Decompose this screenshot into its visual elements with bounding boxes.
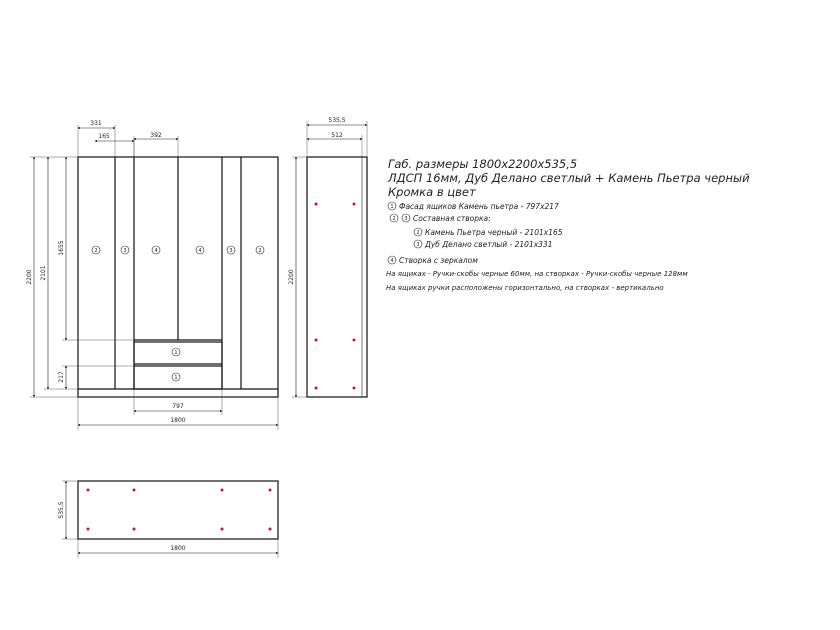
fastener-dot xyxy=(87,489,90,492)
fastener-dot xyxy=(269,528,272,531)
svg-text:2200: 2200 xyxy=(288,269,295,285)
drawer-marker xyxy=(172,373,180,381)
note-item-4 xyxy=(388,256,478,265)
spec-notes xyxy=(386,157,750,292)
svg-text:1: 1 xyxy=(390,204,394,210)
fastener-dot xyxy=(353,339,356,342)
dimension-535-5-top xyxy=(58,481,78,539)
door-marker xyxy=(121,246,129,254)
front-view xyxy=(26,120,278,430)
svg-text:2: 2 xyxy=(94,248,98,254)
note-handles-2: На ящиках ручки расположены горизонтально, на створках - вертикально xyxy=(386,284,664,292)
door-marker xyxy=(92,246,100,254)
dimension-2101 xyxy=(40,157,78,389)
note-handles-1: На ящиках - Ручки-скобы черные 60мм, на створках - Ручки-скобы черные 128мм xyxy=(386,270,688,278)
svg-text:3: 3 xyxy=(229,248,233,254)
door-marker xyxy=(227,246,235,254)
dimension-217 xyxy=(58,366,134,389)
door-marker xyxy=(196,246,204,254)
svg-text:392: 392 xyxy=(150,132,162,139)
door-marker xyxy=(256,246,264,254)
svg-text:2: 2 xyxy=(416,230,420,236)
fastener-dot xyxy=(353,387,356,390)
svg-text:4: 4 xyxy=(390,258,394,264)
svg-text:535,5: 535,5 xyxy=(58,501,65,519)
drawer-front xyxy=(134,366,222,389)
svg-text:2: 2 xyxy=(392,216,396,222)
svg-text:4: 4 xyxy=(154,248,158,254)
svg-text:2: 2 xyxy=(258,248,262,254)
drawer-marker xyxy=(172,348,180,356)
svg-text:3: 3 xyxy=(123,248,127,254)
fastener-dot xyxy=(87,528,90,531)
fastener-dot xyxy=(269,489,272,492)
fastener-dot xyxy=(133,528,136,531)
svg-text:Фасад ящиков Камень пьетра -: Фасад ящиков Камень пьетра - 797х217 xyxy=(399,202,559,211)
note-dimensions: Габ. размеры 1800х2200х535,5 xyxy=(388,157,578,171)
svg-text:797: 797 xyxy=(172,403,184,410)
svg-text:1655: 1655 xyxy=(58,240,65,256)
fastener-dot xyxy=(315,203,318,206)
fastener-dot xyxy=(221,528,224,531)
fastener-dot xyxy=(353,203,356,206)
dimension-392 xyxy=(134,132,178,157)
svg-text:165: 165 xyxy=(98,133,110,140)
dimension-1800-front xyxy=(78,397,278,430)
svg-text:535,5: 535,5 xyxy=(328,117,346,124)
dimension-1800-top xyxy=(78,539,278,558)
svg-text:2200: 2200 xyxy=(26,269,33,285)
note-item-1 xyxy=(388,202,559,211)
svg-text:331: 331 xyxy=(90,120,102,127)
dimension-2200 xyxy=(26,157,78,397)
svg-text:2101: 2101 xyxy=(40,265,47,281)
svg-text:1800: 1800 xyxy=(170,545,186,552)
svg-text:1: 1 xyxy=(174,375,178,381)
note-sub-2 xyxy=(414,240,552,249)
fastener-dot xyxy=(221,489,224,492)
top-view xyxy=(58,481,278,558)
side-panel-outline xyxy=(307,157,367,397)
dimension-797 xyxy=(134,389,222,415)
svg-text:Створка с зеркалом: Створка с зеркалом xyxy=(399,256,478,265)
side-view xyxy=(288,117,367,397)
svg-text:Дуб Делано светлый - 2101х331: Дуб Делано светлый - 2101х331 xyxy=(425,240,553,249)
dimension-512 xyxy=(307,132,362,157)
door-marker xyxy=(152,246,160,254)
svg-text:1: 1 xyxy=(174,350,178,356)
drawer-front xyxy=(134,342,222,364)
fastener-dot xyxy=(315,387,318,390)
fastener-dot xyxy=(133,489,136,492)
svg-text:512: 512 xyxy=(331,132,343,139)
top-outline xyxy=(78,481,278,539)
svg-text:1800: 1800 xyxy=(170,417,186,424)
dimension-2200-side xyxy=(288,157,307,397)
svg-text:4: 4 xyxy=(198,248,202,254)
note-edge: Кромка в цвет xyxy=(388,185,476,199)
note-sub-1 xyxy=(414,228,563,237)
svg-text:217: 217 xyxy=(58,371,65,383)
svg-text:3: 3 xyxy=(404,216,408,222)
note-material: ЛДСП 16мм, Дуб Делано светлый + Камень Пьетра черный xyxy=(388,171,750,185)
svg-text:3: 3 xyxy=(416,242,420,248)
svg-text:Составная створка:: Составная створка: xyxy=(413,214,491,223)
fastener-dot xyxy=(315,339,318,342)
svg-text:Камень Пьетра черный - 2101х16: Камень Пьетра черный - 2101х165 xyxy=(425,228,563,237)
dimension-165 xyxy=(95,133,134,157)
note-item-2-3 xyxy=(390,214,491,223)
